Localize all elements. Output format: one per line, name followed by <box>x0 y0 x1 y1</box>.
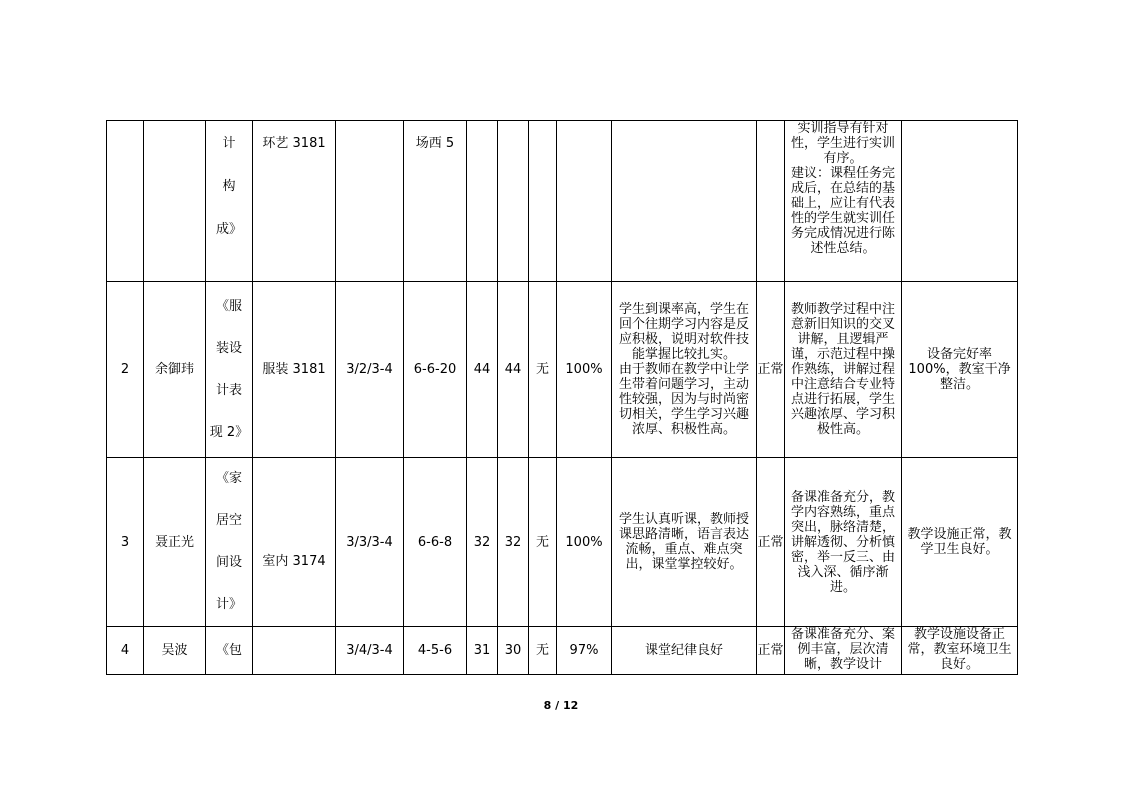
row-number: 3 <box>107 458 144 627</box>
attendance-rate <box>557 121 612 282</box>
situation-paragraph: 由于教师在教学中让学生带着问题学习，主动性较强，因为与时尚密切相关，学生学习兴趣浓厚、积极性高。 <box>618 362 749 437</box>
evaluation-paragraph: 备课准备充分、案例丰富，层次清晰，教学设计 <box>790 627 895 672</box>
students-present <box>498 121 529 282</box>
table-row <box>107 627 1018 675</box>
row-number <box>107 121 144 282</box>
facility-status <box>902 458 1018 627</box>
teacher-name: 余御玮 <box>144 282 206 458</box>
course-name-line: 构 <box>222 179 236 194</box>
attendance-rate: 100% <box>557 458 612 627</box>
course-name-line: 装设 <box>215 340 242 356</box>
course-name-line: 计表 <box>215 382 242 398</box>
schedule <box>336 121 404 282</box>
facility-status <box>902 627 1018 675</box>
period: 6-6-20 <box>404 282 467 458</box>
row-number: 4 <box>107 627 144 675</box>
class-situation <box>612 627 757 675</box>
period: 4-5-6 <box>404 627 467 675</box>
students-expected: 31 <box>467 627 498 675</box>
class-name: 服装 3181 <box>253 282 336 458</box>
course-name-line: 间设 <box>215 555 242 570</box>
teaching-evaluation <box>785 282 902 458</box>
period: 6-6-8 <box>404 458 467 627</box>
class-situation <box>612 458 757 627</box>
course-name-line: 《包 <box>215 643 242 658</box>
evaluation-paragraph: 建议：课程任务完成后，在总结的基础上，应让有代表性的学生就实训任务完成情况进行陈述性总结。 <box>790 166 895 256</box>
students-absent: 无 <box>529 627 557 675</box>
students-absent <box>529 121 557 282</box>
teaching-evaluation <box>785 121 902 282</box>
course-name-line: 居空 <box>215 513 242 528</box>
class-name <box>253 627 336 675</box>
schedule: 3/4/3-4 <box>336 627 404 675</box>
course-name <box>206 458 253 627</box>
facility-text: 设备完好率 100%，教室干净整洁。 <box>908 347 1011 392</box>
class-situation <box>612 282 757 458</box>
situation-paragraph: 学生认真听课，教师授课思路清晰，语言表达流畅，重点、难点突出，课堂掌控较好。 <box>618 512 749 572</box>
class-order: 正常 <box>757 458 785 627</box>
class-order: 正常 <box>757 282 785 458</box>
students-absent: 无 <box>529 458 557 627</box>
students-expected: 44 <box>467 282 498 458</box>
facility-status <box>902 282 1018 458</box>
students-present: 32 <box>498 458 529 627</box>
class-situation <box>612 121 757 282</box>
table-row <box>107 121 1018 282</box>
students-absent: 无 <box>529 282 557 458</box>
class-name: 环艺 3181 <box>253 121 336 282</box>
evaluation-paragraph: 教师教学过程中注意新旧知识的交叉讲解，且逻辑严谨，示范过程中操作熟练，讲解过程中注意结合专业特点进行拓展，学生兴趣浓厚、学习积极性高。 <box>790 302 895 437</box>
course-name-line: 成》 <box>215 222 242 237</box>
class-order <box>757 121 785 282</box>
table-row <box>107 458 1018 627</box>
period: 场西 5 <box>404 121 467 282</box>
schedule: 3/2/3-4 <box>336 282 404 458</box>
situation-paragraph: 学生到课率高，学生在回个往期学习内容是反应积极，说明对软件技能掌握比较扎实。 <box>618 302 749 362</box>
course-name <box>206 121 253 282</box>
table-row <box>107 282 1018 458</box>
course-name-line: 《服 <box>215 298 242 314</box>
teaching-evaluation <box>785 458 902 627</box>
class-order: 正常 <box>757 627 785 675</box>
situation-paragraph: 课堂纪律良好 <box>644 643 723 658</box>
students-expected: 32 <box>467 458 498 627</box>
facility-text: 教学设施设备正常，教室环境卫生良好。 <box>907 627 1012 672</box>
course-name <box>206 282 253 458</box>
page-number: 8 / 12 <box>543 699 579 712</box>
facility-text: 教学设施正常，教学卫生良好。 <box>907 527 1012 557</box>
schedule: 3/3/3-4 <box>336 458 404 627</box>
course-name-line: 《家 <box>215 471 242 486</box>
students-present: 30 <box>498 627 529 675</box>
evaluation-paragraph: 实训指导有针对性，学生进行实训有序。 <box>790 121 895 166</box>
row-number: 2 <box>107 282 144 458</box>
inspection-table <box>106 120 1018 675</box>
attendance-rate: 97% <box>557 627 612 675</box>
evaluation-paragraph: 备课准备充分，教学内容熟练，重点突出，脉络清楚，讲解透彻、分析慎密，举一反三、由浅入深、循序渐进。 <box>790 489 895 595</box>
course-name <box>206 627 253 675</box>
facility-status <box>902 121 1018 282</box>
teacher-name: 吴波 <box>144 627 206 675</box>
teaching-evaluation <box>785 627 902 675</box>
students-expected <box>467 121 498 282</box>
teacher-name <box>144 121 206 282</box>
course-name-line: 计 <box>222 136 236 151</box>
class-name: 室内 3174 <box>253 458 336 627</box>
students-present: 44 <box>498 282 529 458</box>
course-name-line: 现 2》 <box>209 424 249 440</box>
teacher-name: 聂正光 <box>144 458 206 627</box>
attendance-rate: 100% <box>557 282 612 458</box>
course-name-line: 计》 <box>215 597 242 612</box>
